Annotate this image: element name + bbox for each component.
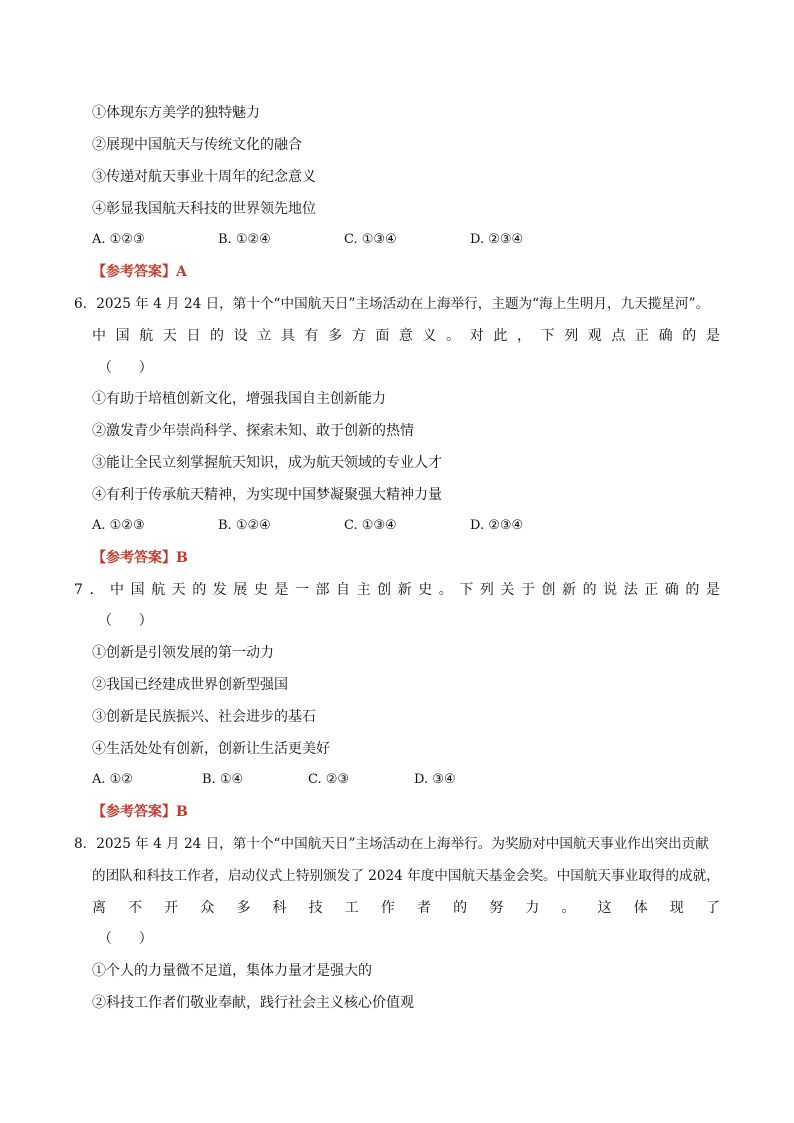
stem-char: 多 [328, 328, 343, 344]
stem-char: 确 [658, 328, 673, 344]
answer-label: 【参考答案】 [92, 550, 176, 566]
stem-char: ． [89, 582, 104, 598]
q6-answer [92, 548, 188, 568]
stem-char: 作 [380, 900, 395, 916]
q8-stem-line-3 [92, 898, 720, 918]
q7-statement-1: ①创新是引领发展的第一动力 [92, 645, 274, 661]
stem-char: 的 [453, 900, 468, 916]
stem-char: 是 [705, 582, 720, 598]
stem-char: 下 [540, 328, 555, 344]
stem-char: 7 [74, 582, 83, 598]
stem-char: 了 [705, 900, 720, 916]
stem-char: 技 [308, 900, 323, 916]
stem-char: 是 [274, 582, 289, 598]
answer-value: A [176, 264, 187, 280]
stem-char: 体 [633, 900, 648, 916]
q7-option-b: B. ①④ [202, 772, 244, 787]
q7-answer-paren: （ ） [98, 613, 153, 629]
q6-answer-paren: （ ） [98, 360, 153, 376]
stem-char: 对 [469, 328, 484, 344]
stem-char: 不 [128, 900, 143, 916]
stem-char: 一 [294, 582, 309, 598]
stem-char: 的 [682, 328, 697, 344]
q5-option-b: B. ①②④ [218, 232, 271, 247]
stem-char: 部 [315, 582, 330, 598]
stem-char: 发 [212, 582, 227, 598]
stem-char: 国 [130, 582, 145, 598]
stem-char: 中 [92, 328, 106, 344]
stem-char: 义 [422, 328, 437, 344]
stem-char: 开 [164, 900, 179, 916]
stem-char: 现 [669, 900, 684, 916]
stem-char: 多 [236, 900, 251, 916]
stem-char: 正 [635, 328, 650, 344]
stem-char: 点 [611, 328, 626, 344]
q5-statement-1: ①体现东方美学的独特魅力 [92, 105, 260, 121]
stem-char: 法 [623, 582, 638, 598]
q5-option-d: D. ②③④ [470, 232, 524, 247]
q7-option-d: D. ③④ [414, 772, 456, 787]
q5-answer [92, 262, 187, 282]
q5-option-a: A. ①②③ [92, 232, 145, 247]
q6-option-b: B. ①②④ [218, 518, 271, 533]
stem-char: 观 [587, 328, 602, 344]
stem-char: 的 [685, 582, 700, 598]
stem-char: 中 [110, 582, 125, 598]
q7-option-c: C. ②③ [308, 772, 350, 787]
stem-char: 力 [525, 900, 540, 916]
stem-char: 国 [115, 328, 130, 344]
stem-char: 。 [561, 900, 576, 916]
q8-statement-1: ①个人的力量微不足道，集体力量才是强大的 [92, 963, 372, 979]
q7-stem-line-1 [74, 580, 720, 600]
stem-char: 天 [171, 582, 186, 598]
stem-char: 列 [564, 328, 579, 344]
q5-statement-3: ③传递对航天事业十周年的纪念意义 [92, 169, 316, 185]
stem-char: 关 [500, 582, 515, 598]
q8-stem-line-1: 8．2025 年 4 月 24 日，第十个“中国航天日”主场活动在上海举行。为奖励对中国航天事业作出突出贡献 [74, 836, 709, 852]
q7-answer [92, 802, 188, 822]
stem-char: 方 [351, 328, 366, 344]
stem-char: 日 [186, 328, 201, 344]
q7-statement-4: ④生活处处有创新，创新让生活更美好 [92, 741, 330, 757]
q6-option-c: C. ①③④ [344, 518, 397, 533]
stem-char: 努 [489, 900, 504, 916]
q6-statement-2: ②激发青少年崇尚科学、探索未知、敢于创新的热情 [92, 423, 414, 439]
stem-char: 这 [597, 900, 612, 916]
answer-label: 【参考答案】 [92, 264, 176, 280]
stem-char: 有 [304, 328, 319, 344]
stem-char: 于 [520, 582, 535, 598]
stem-char: 自 [336, 582, 351, 598]
stem-char: 设 [233, 328, 248, 344]
stem-char: 面 [375, 328, 390, 344]
stem-char: 下 [459, 582, 474, 598]
q5-statement-4: ④彰显我国航天科技的世界领先地位 [92, 201, 316, 217]
stem-char: 。 [446, 328, 461, 344]
q6-stem-line-1: 6．2025 年 4 月 24 日，第十个“中国航天日”主场活动在上海举行，主题为“海上生明月，九天揽星河”。 [74, 296, 710, 312]
stem-char: 航 [139, 328, 154, 344]
stem-char: 航 [151, 582, 166, 598]
stem-char: 意 [398, 328, 413, 344]
stem-char: 具 [280, 328, 295, 344]
stem-char: 创 [541, 582, 556, 598]
stem-char: 主 [356, 582, 371, 598]
stem-char: 正 [644, 582, 659, 598]
q8-answer-paren: （ ） [98, 931, 153, 947]
stem-char: 的 [582, 582, 597, 598]
q7-statement-3: ③创新是民族振兴、社会进步的基石 [92, 709, 316, 725]
q6-stem-line-2 [92, 326, 720, 346]
stem-char: 史 [253, 582, 268, 598]
stem-char: 众 [200, 900, 215, 916]
stem-char: 史 [418, 582, 433, 598]
stem-char: 展 [233, 582, 248, 598]
stem-char: 列 [479, 582, 494, 598]
q8-statement-2: ②科技工作者们敬业奉献，践行社会主义核心价值观 [92, 995, 414, 1011]
stem-char: 创 [377, 582, 392, 598]
q8-stem-line-2: 的团队和科技工作者，启动仪式上特别颁发了 2024 年度中国航天基金会奖。中国航天事业取得的成就， [92, 868, 720, 884]
stem-char: 工 [344, 900, 359, 916]
stem-char: 者 [416, 900, 431, 916]
q6-statement-3: ③能让全民立刻掌握航天知识，成为航天领域的专业人才 [92, 455, 442, 471]
q7-statement-2: ②我国已经建成世界创新型强国 [92, 677, 288, 693]
stem-char: 的 [192, 582, 207, 598]
answer-value: B [176, 804, 188, 820]
q7-option-a: A. ①② [92, 772, 133, 787]
stem-char: 确 [664, 582, 679, 598]
q6-option-a: A. ①②③ [92, 518, 145, 533]
q6-option-d: D. ②③④ [470, 518, 524, 533]
q5-statement-2: ②展现中国航天与传统文化的融合 [92, 137, 302, 153]
stem-char: 此 [493, 328, 508, 344]
stem-char: 的 [210, 328, 225, 344]
answer-value: B [176, 550, 188, 566]
q6-statement-4: ④有利于传承航天精神，为实现中国梦凝聚强大精神力量 [92, 487, 442, 503]
stem-char: 离 [92, 900, 106, 916]
stem-char: 新 [397, 582, 412, 598]
stem-char: 科 [272, 900, 287, 916]
stem-char: 是 [705, 328, 720, 344]
stem-char: ， [516, 328, 531, 344]
stem-char: 天 [162, 328, 177, 344]
answer-label: 【参考答案】 [92, 804, 176, 820]
stem-char: 立 [257, 328, 272, 344]
q6-statement-1: ①有助于培植创新文化，增强我国自主创新能力 [92, 391, 386, 407]
q5-option-c: C. ①③④ [344, 232, 397, 247]
stem-char: 新 [562, 582, 577, 598]
stem-char: 。 [438, 582, 453, 598]
stem-char: 说 [603, 582, 618, 598]
